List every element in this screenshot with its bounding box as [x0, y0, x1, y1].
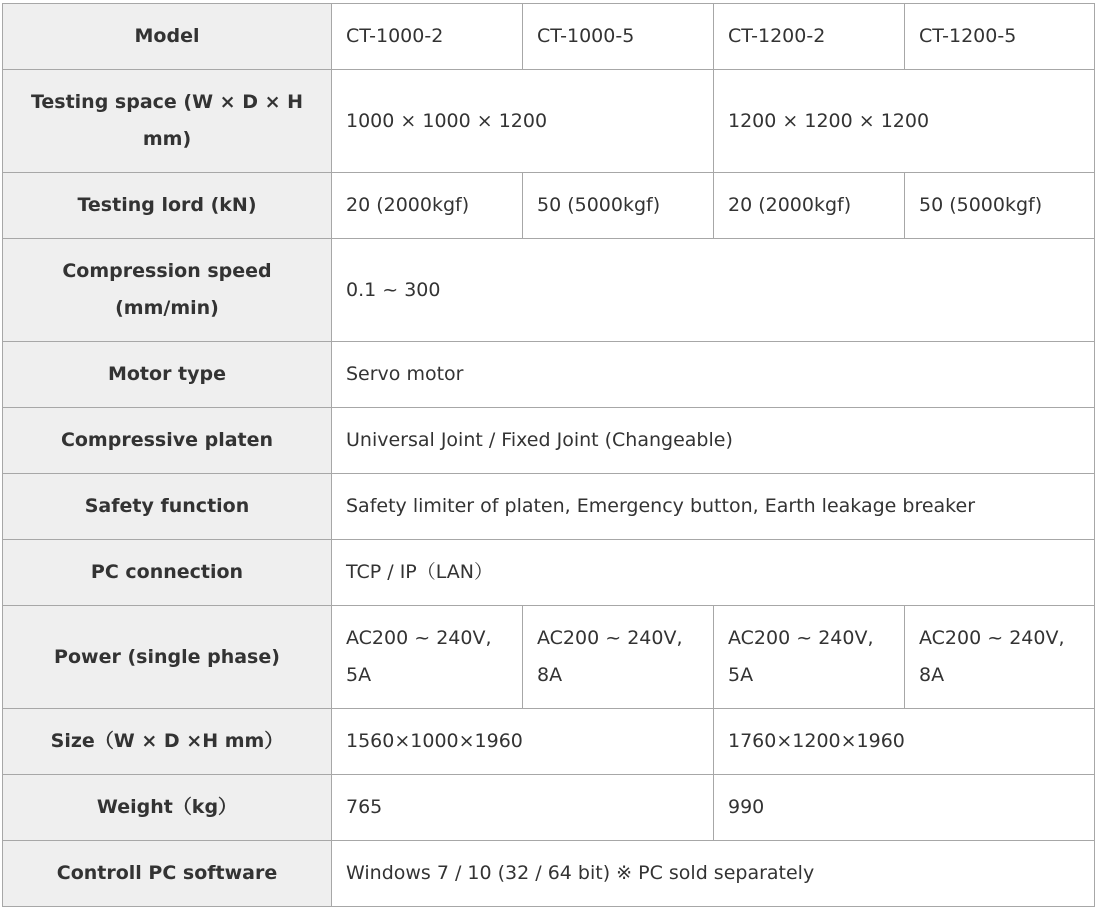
table-cell: Safety limiter of platen, Emergency button, Earth leakage breaker [332, 474, 1095, 540]
row-label-weight: Weight（kg） [3, 775, 332, 841]
table-row-compressive-platen [3, 408, 1095, 474]
table-cell: 1560×1000×1960 [332, 709, 714, 775]
row-label-testing-space: Testing space (W × D × H mm) [3, 70, 332, 173]
table-row-model [3, 4, 1095, 70]
table-cell: AC200 ~ 240V, 8A [523, 606, 714, 709]
table-cell: CT-1000-5 [523, 4, 714, 70]
table-row-pc-connection [3, 540, 1095, 606]
table-cell: 765 [332, 775, 714, 841]
row-label-compression-speed: Compression speed (mm/min) [3, 239, 332, 342]
table-cell: 50 (5000kgf) [905, 173, 1095, 239]
spec-table [2, 3, 1095, 907]
table-cell: TCP / IP（LAN） [332, 540, 1095, 606]
table-cell: 0.1 ~ 300 [332, 239, 1095, 342]
row-label-compressive-platen: Compressive platen [3, 408, 332, 474]
row-label-size: Size（W × D ×H mm） [3, 709, 332, 775]
table-row-compression-speed [3, 239, 1095, 342]
row-label-power: Power (single phase) [3, 606, 332, 709]
table-row-size [3, 709, 1095, 775]
table-row-motor-type [3, 342, 1095, 408]
table-cell: CT-1200-5 [905, 4, 1095, 70]
row-label-motor-type: Motor type [3, 342, 332, 408]
table-cell: CT-1200-2 [714, 4, 905, 70]
table-cell: Universal Joint / Fixed Joint (Changeable) [332, 408, 1095, 474]
table-cell: 1760×1200×1960 [714, 709, 1095, 775]
table-cell: AC200 ~ 240V, 5A [332, 606, 523, 709]
table-row-testing-lord [3, 173, 1095, 239]
table-row-testing-space [3, 70, 1095, 173]
table-row-pc-software [3, 841, 1095, 907]
table-cell: AC200 ~ 240V, 8A [905, 606, 1095, 709]
row-label-safety-function: Safety function [3, 474, 332, 540]
table-cell: 990 [714, 775, 1095, 841]
table-cell: 20 (2000kgf) [332, 173, 523, 239]
table-cell: 50 (5000kgf) [523, 173, 714, 239]
table-cell: Servo motor [332, 342, 1095, 408]
table-cell: 1000 × 1000 × 1200 [332, 70, 714, 173]
table-cell: 20 (2000kgf) [714, 173, 905, 239]
table-row-weight [3, 775, 1095, 841]
row-label-testing-lord: Testing lord (kN) [3, 173, 332, 239]
table-row-safety-function [3, 474, 1095, 540]
table-cell: CT-1000-2 [332, 4, 523, 70]
row-label-pc-software: Controll PC software [3, 841, 332, 907]
table-row-power [3, 606, 1095, 709]
table-cell: Windows 7 / 10 (32 / 64 bit) ※ PC sold separately [332, 841, 1095, 907]
row-label-model: Model [3, 4, 332, 70]
table-cell: AC200 ~ 240V, 5A [714, 606, 905, 709]
table-cell: 1200 × 1200 × 1200 [714, 70, 1095, 173]
row-label-pc-connection: PC connection [3, 540, 332, 606]
